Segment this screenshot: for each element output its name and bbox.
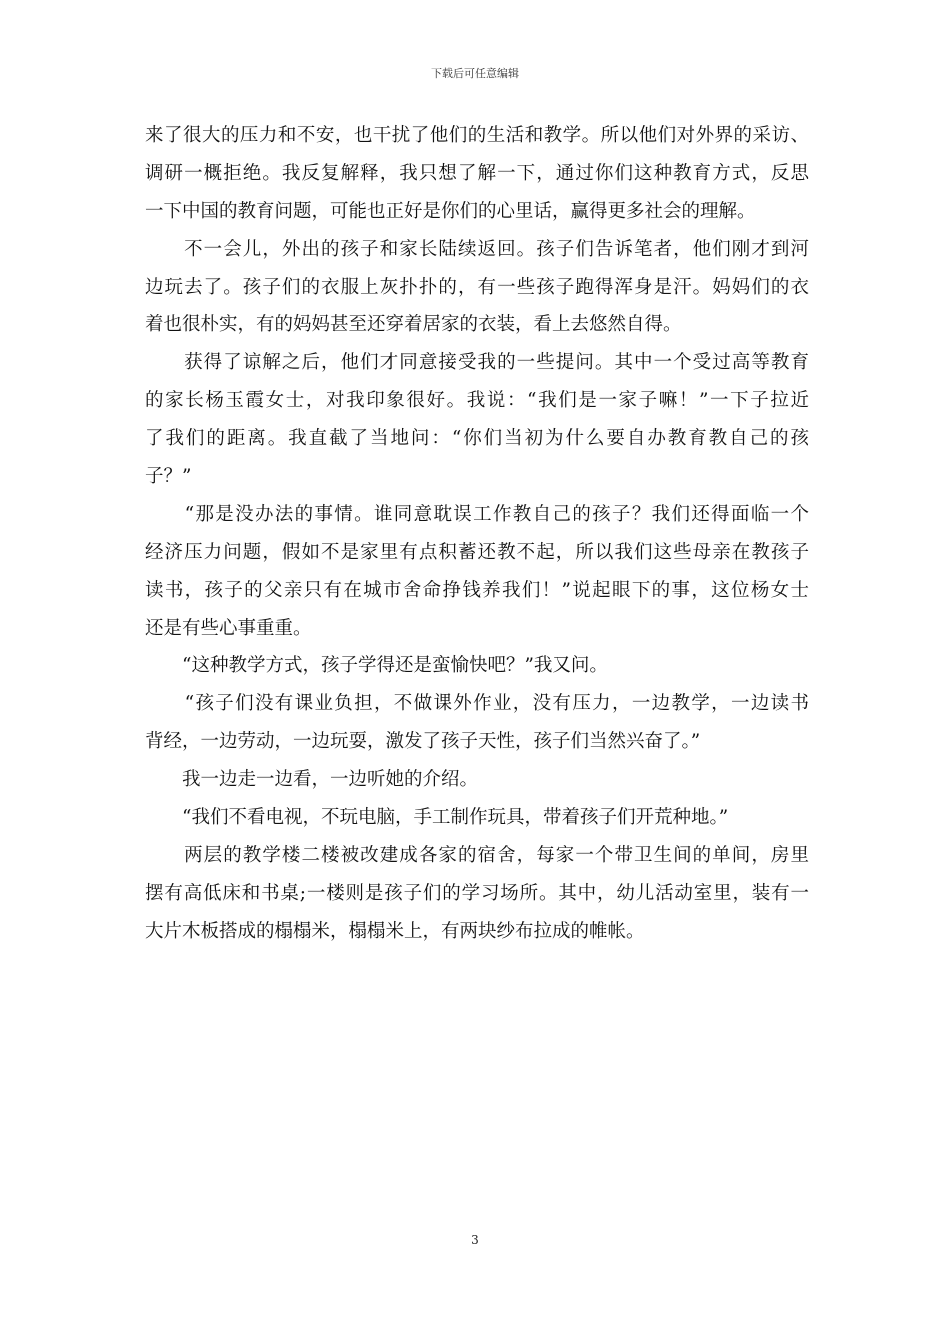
text-line: 获得了谅解之后，他们才同意接受我的一些提问。其中一个受过高等教育 — [145, 352, 809, 374]
text-line: 不一会儿，外出的孩子和家长陆续返回。孩子们告诉笔者，他们刚才到河 — [145, 238, 809, 260]
page-header: 下载后可任意编辑 — [431, 67, 519, 80]
text-line: 来了很大的压力和不安，也干扰了他们的生活和教学。所以他们对外界的采访、 — [145, 125, 809, 146]
text-line: 大片木板搭成的榻榻米，榻榻米上，有两块纱布拉成的帷帐。 — [145, 920, 645, 942]
text-line: 经济压力问题，假如不是家里有点积蓄还教不起，所以我们这些母亲在教孩子 — [145, 541, 809, 563]
text-line: 还是有些心事重重。 — [145, 617, 312, 639]
text-line: “那是没办法的事情。谁同意耽误工作教自己的孩子？我们还得面临一个 — [145, 503, 809, 525]
text-line: 子？” — [145, 466, 192, 488]
text-line: 的家长杨玉霞女士，对我印象很好。我说：“我们是一家子嘛！”一下子拉近 — [145, 390, 809, 412]
text-line: 两层的教学楼二楼被改建成各家的宿舍，每家一个带卫生间的单间，房里 — [145, 844, 809, 866]
text-line: 背经，一边劳动，一边玩耍，激发了孩子天性，孩子们当然兴奋了。” — [145, 731, 701, 753]
text-line: 摆有高低床和书桌;一楼则是孩子们的学习场所。其中，幼儿活动室里，装有一 — [145, 882, 809, 904]
text-line: 读书，孩子的父亲只有在城市舍命挣钱养我们！”说起眼下的事，这位杨女士 — [145, 579, 809, 601]
document-body — [145, 117, 809, 951]
text-line: “我们不看电视，不玩电脑，手工制作玩具，带着孩子们开荒种地。” — [145, 807, 729, 829]
text-line: 了我们的距离。我直截了当地问：“你们当初为什么要自办教育教自己的孩 — [145, 428, 809, 450]
text-line: 一下中国的教育问题，可能也正好是你们的心里话，赢得更多社会的理解。 — [145, 200, 756, 222]
page-number: 3 — [471, 1233, 479, 1247]
text-line: 调研一概拒绝。我反复解释，我只想了解一下，通过你们这种教育方式，反思 — [145, 162, 809, 184]
text-line: 我一边走一边看，一边听她的介绍。 — [145, 769, 479, 791]
text-line: “孩子们没有课业负担，不做课外作业，没有压力，一边教学，一边读书 — [145, 693, 809, 715]
text-line: 边玩去了。孩子们的衣服上灰扑扑的，有一些孩子跑得浑身是汗。妈妈们的衣 — [145, 276, 809, 298]
text-line: “这种教学方式，孩子学得还是蛮愉快吧？”我又问。 — [145, 655, 608, 677]
text-line: 着也很朴实，有的妈妈甚至还穿着居家的衣装，看上去悠然自得。 — [145, 314, 682, 336]
